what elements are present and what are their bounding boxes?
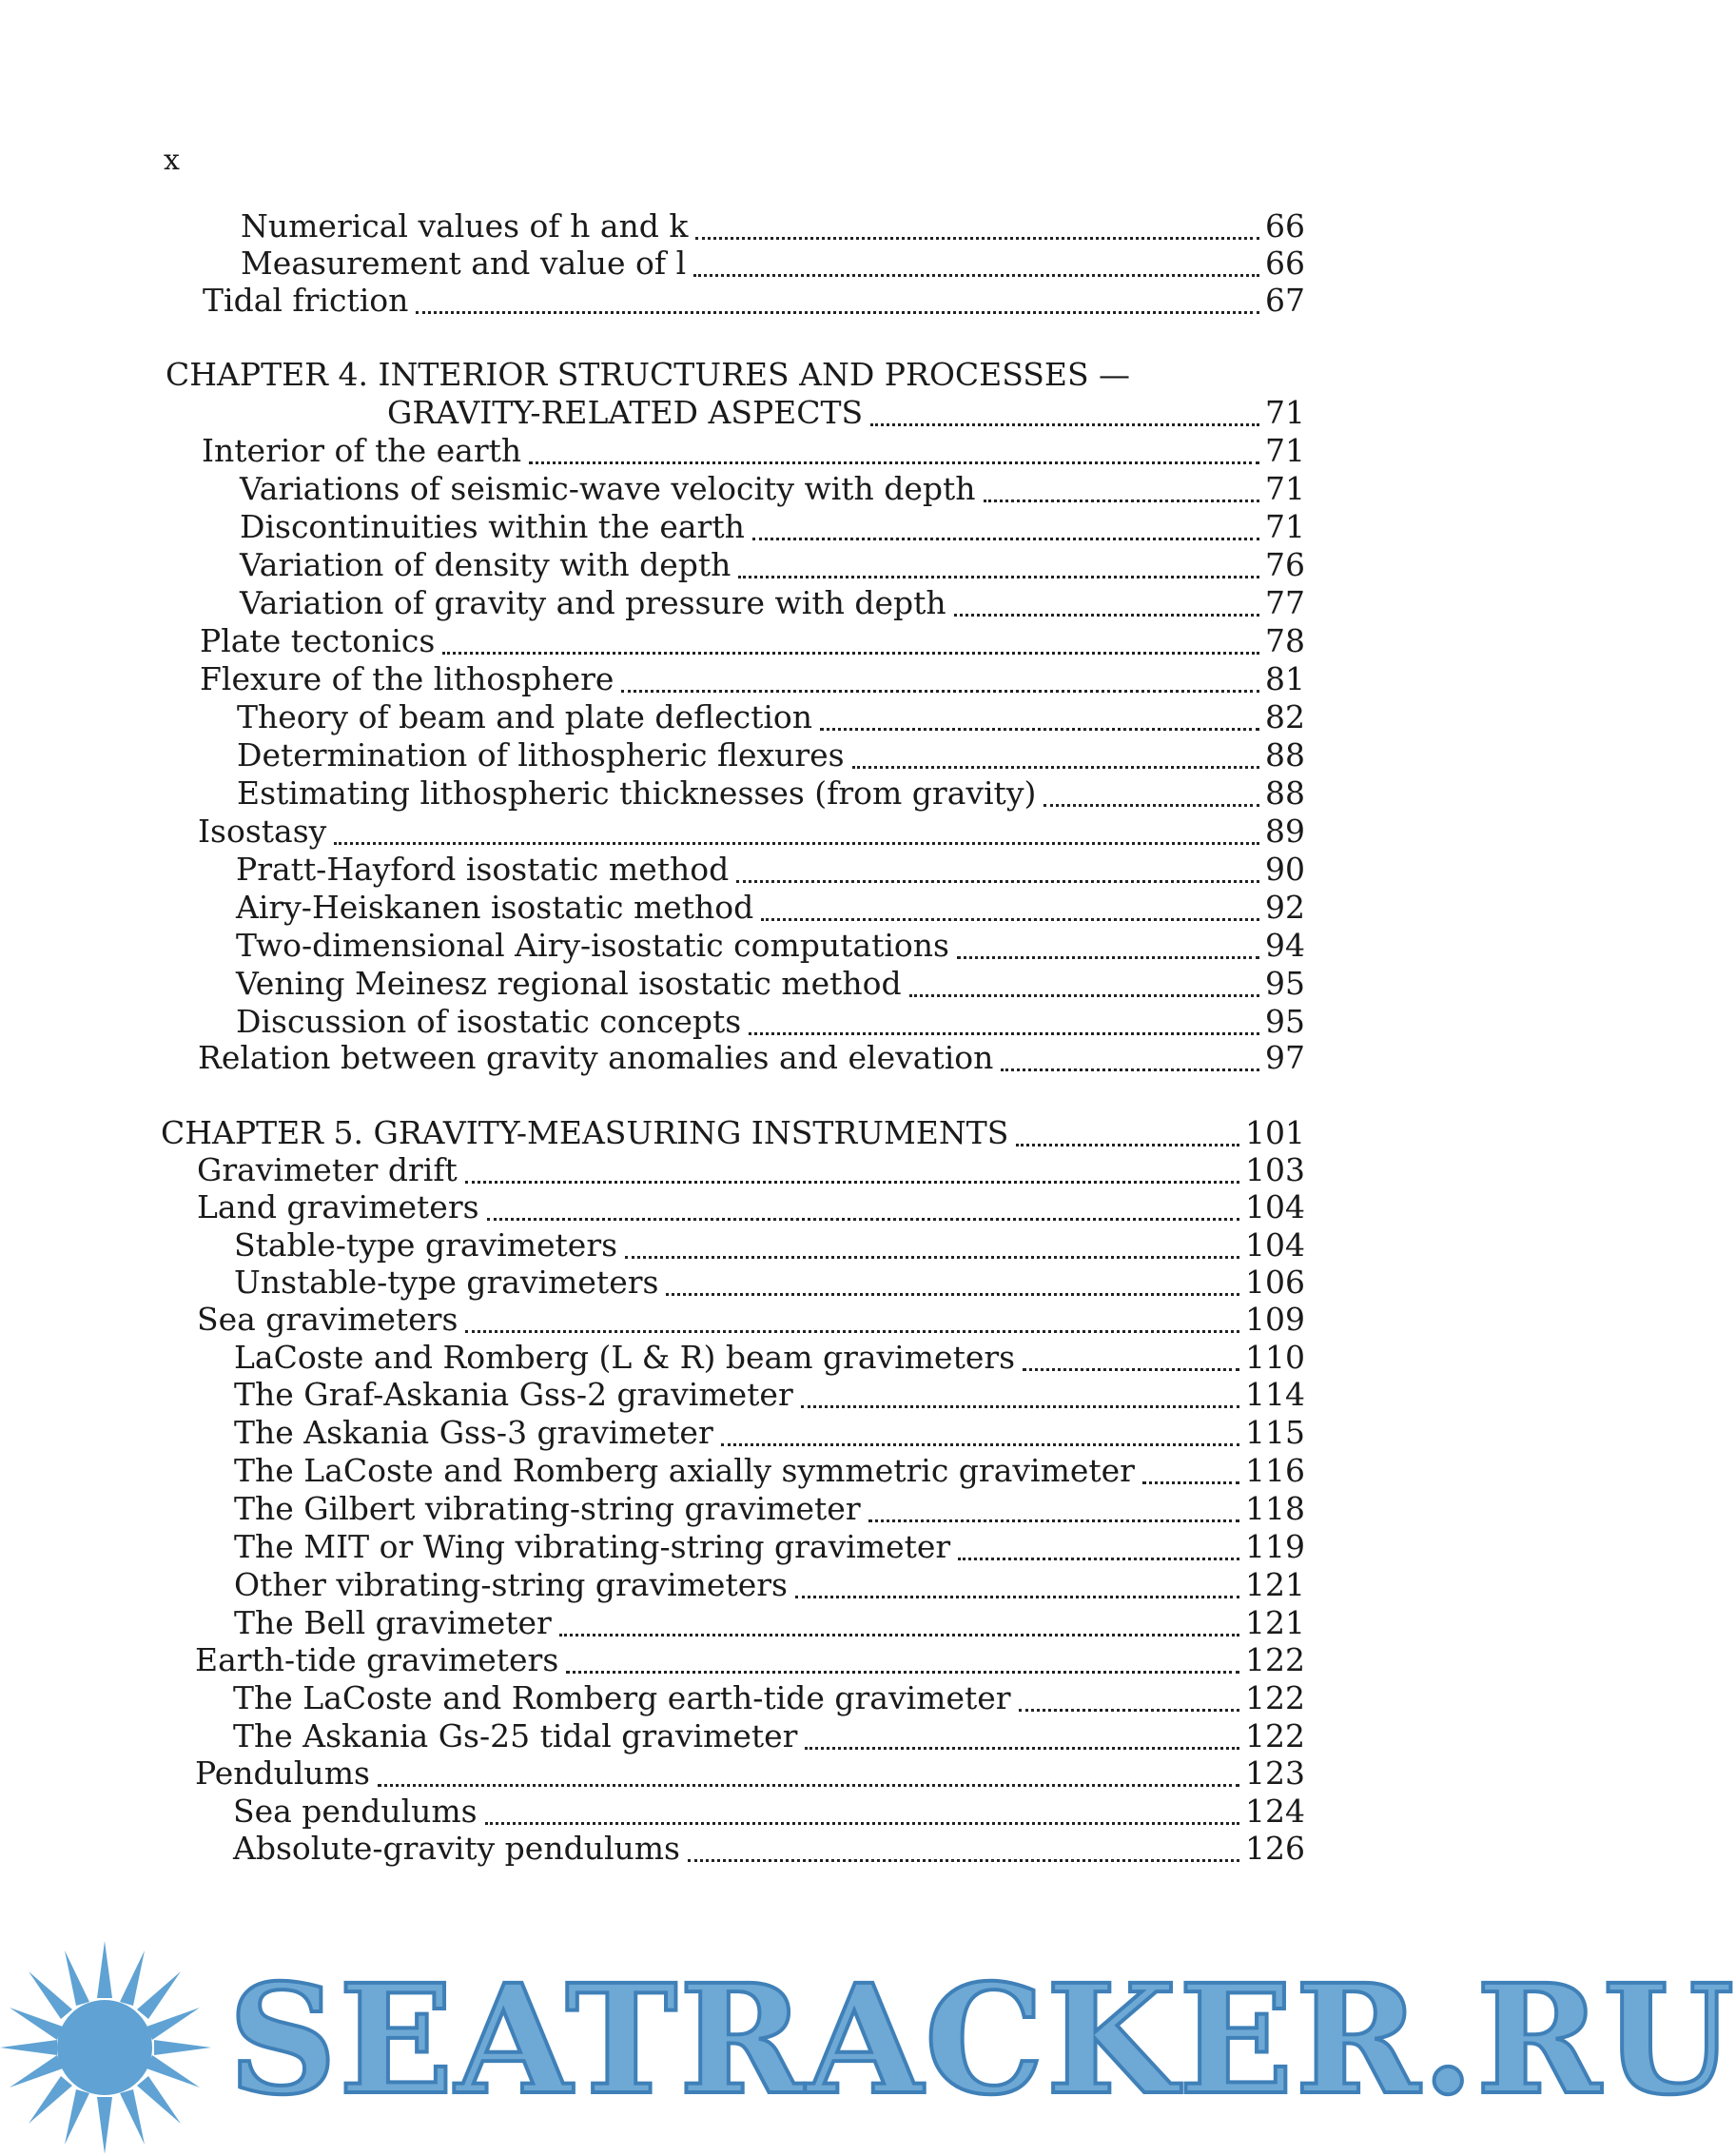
toc-entry[interactable] [197,1152,1305,1188]
toc-entry-title: Variation of gravity and pressure with depth [240,584,946,621]
toc-entry-title: LaCoste and Romberg (L & R) beam gravimeters [234,1339,1016,1376]
toc-entry[interactable] [240,471,1305,507]
toc-entry-title: Plate tectonics [200,622,436,659]
watermark-text: SEATRACKER.RU [228,1952,1736,2128]
toc-entry[interactable] [234,1377,1305,1413]
toc-entry[interactable] [200,661,1305,697]
sun-icon [0,1922,228,2156]
toc-entry-page: 81 [1265,660,1305,697]
toc-entry-page: 95 [1265,965,1305,1002]
toc-entry[interactable] [387,395,1305,431]
toc-entry[interactable] [197,1302,1305,1338]
toc-entry-title: Pratt-Hayford isostatic method [236,851,730,888]
toc-entry-page: 124 [1245,1793,1305,1830]
toc-entry-page: 104 [1245,1226,1305,1264]
toc-entry-page: 94 [1265,927,1305,964]
toc-entry-title: Land gravimeters [197,1188,479,1225]
chapter-title: CHAPTER 5. GRAVITY-MEASURING INSTRUMENTS [161,1114,1009,1151]
toc-entry[interactable] [234,1529,1305,1565]
toc-entry-title: Other vibrating-string gravimeters [234,1566,788,1603]
toc-entry-title: Pendulums [195,1754,370,1792]
toc-entry-title: The Graf-Askania Gss-2 gravimeter [234,1376,793,1413]
toc-entry-page: 123 [1245,1754,1305,1792]
toc-entry-page: 88 [1265,736,1305,774]
toc-entry-page: 122 [1245,1641,1305,1678]
toc-entry-title: Determination of lithospheric flexures [237,736,845,774]
toc-entry[interactable] [234,1415,1305,1451]
toc-entry[interactable] [236,852,1305,888]
toc-entry-title: The Askania Gs-25 tidal gravimeter [233,1717,798,1754]
toc-entry[interactable] [202,433,1305,469]
toc-entry-page: 90 [1265,851,1305,888]
toc-entry-title: Variation of density with depth [240,546,731,583]
toc-entry-title: The Gilbert vibrating-string gravimeter [234,1490,861,1527]
toc-entry-title: Variations of seismic-wave velocity with depth [240,470,976,507]
toc-entry-page: 76 [1265,546,1305,583]
toc-entry-page: 97 [1265,1039,1305,1076]
chapter-heading[interactable] [161,1115,1305,1151]
toc-entry-title: GRAVITY-RELATED ASPECTS [387,394,864,431]
toc-entry-title: The LaCoste and Romberg axially symmetric gravimeter [234,1452,1135,1489]
toc-entry-page: 114 [1245,1376,1305,1413]
toc-entry[interactable] [234,1491,1305,1527]
toc-entry-page: 122 [1245,1717,1305,1754]
toc-entry-page: 82 [1265,698,1305,735]
toc-entry-title: The LaCoste and Romberg earth-tide gravimeter [233,1679,1011,1716]
toc-entry-page: 78 [1265,622,1305,659]
toc-entry-page: 101 [1245,1114,1305,1151]
toc-entry-page: 121 [1245,1566,1305,1603]
toc-entry-page: 119 [1245,1528,1305,1565]
toc-entry[interactable] [234,1567,1305,1603]
toc-entry[interactable] [240,547,1305,583]
toc-entry-title: Gravimeter drift [197,1151,458,1188]
toc-entry[interactable] [197,1189,1305,1225]
toc-entry-page: 110 [1245,1339,1305,1376]
toc-entry-page: 88 [1265,774,1305,812]
toc-entry[interactable] [241,208,1305,245]
toc-entry-page: 118 [1245,1490,1305,1527]
toc-entry-page: 71 [1265,394,1305,431]
watermark [0,1922,1736,2156]
toc-entry-title: Tidal friction [203,282,409,319]
toc-entry[interactable] [241,245,1305,282]
toc-entry-title: Theory of beam and plate deflection [237,698,813,735]
toc-entry[interactable] [234,1605,1305,1641]
page-number: x [164,144,180,177]
toc-entry-page: 66 [1265,207,1305,245]
toc-entry-page: 126 [1245,1830,1305,1867]
toc-entry[interactable] [195,1755,1305,1792]
toc-entry-page: 115 [1245,1414,1305,1451]
toc-entry[interactable] [234,1453,1305,1489]
toc-entry-page: 104 [1245,1188,1305,1225]
toc-entry[interactable] [234,1340,1305,1376]
toc-entry[interactable] [195,1642,1305,1678]
toc-entry[interactable] [240,509,1305,545]
toc-entry-title: Unstable-type gravimeters [234,1264,659,1301]
toc-entry[interactable] [236,928,1305,964]
toc-entry[interactable] [233,1831,1305,1867]
toc-entry-page: 67 [1265,282,1305,319]
toc-entry[interactable] [236,890,1305,926]
toc-entry-title: Measurement and value of l [241,245,687,282]
toc-entry-page: 109 [1245,1301,1305,1338]
toc-entry-page: 122 [1245,1679,1305,1716]
toc-entry-page: 116 [1245,1452,1305,1489]
toc-entry[interactable] [233,1718,1305,1754]
toc-entry-title: The Askania Gss-3 gravimeter [234,1414,713,1451]
toc-entry[interactable] [237,737,1305,774]
toc-entry[interactable] [236,1004,1305,1040]
toc-entry-title: Isostasy [198,813,327,850]
toc-entry[interactable] [234,1227,1305,1264]
chapter-title: CHAPTER 4. INTERIOR STRUCTURES AND PROCESSES — [166,356,1131,393]
toc-entry-page: 95 [1265,1003,1305,1040]
toc-entry-page: 121 [1245,1604,1305,1641]
toc-entry[interactable] [234,1264,1305,1301]
toc-entry-title: Sea gravimeters [197,1301,458,1338]
toc-entry-title: Discontinuities within the earth [240,508,745,545]
toc-entry[interactable] [236,966,1305,1002]
toc-entry-page: 92 [1265,889,1305,926]
toc-entry-title: Discussion of isostatic concepts [236,1003,742,1040]
toc-entry-page: 71 [1265,432,1305,469]
toc-entry-page: 103 [1245,1151,1305,1188]
chapter-heading[interactable] [166,357,1130,393]
toc-entry-title: Interior of the earth [202,432,522,469]
toc-entry[interactable] [198,813,1305,850]
toc-entry-title: Sea pendulums [233,1793,478,1830]
toc-entry-page: 89 [1265,813,1305,850]
toc-entry[interactable] [237,699,1305,735]
toc-entry-page: 71 [1265,470,1305,507]
toc-entry[interactable] [233,1793,1305,1830]
toc-entry-title: Airy-Heiskanen isostatic method [236,889,754,926]
toc-entry-title: Two-dimensional Airy-isostatic computations [236,927,949,964]
toc-entry-title: Relation between gravity anomalies and elevation [198,1039,994,1076]
toc-entry-title: Stable-type gravimeters [234,1226,618,1264]
toc-entry[interactable] [233,1680,1305,1716]
toc-entry[interactable] [203,283,1305,319]
toc-entry-title: Absolute-gravity pendulums [233,1830,680,1867]
toc-entry-title: The MIT or Wing vibrating-string gravimeter [234,1528,951,1565]
toc-entry-title: Numerical values of h and k [241,207,689,245]
toc-entry-page: 66 [1265,245,1305,282]
toc-entry[interactable] [240,585,1305,621]
toc-entry-page: 77 [1265,584,1305,621]
toc-entry-page: 71 [1265,508,1305,545]
toc-entry[interactable] [200,623,1305,659]
toc-entry[interactable] [237,775,1305,812]
toc-entry[interactable] [198,1040,1305,1076]
toc-entry-title: Flexure of the lithosphere [200,660,614,697]
toc-entry-title: Earth-tide gravimeters [195,1641,559,1678]
toc-entry-page: 106 [1245,1264,1305,1301]
toc-entry-title: Vening Meinesz regional isostatic method [236,965,902,1002]
toc-entry-title: The Bell gravimeter [234,1604,552,1641]
toc-entry-title: Estimating lithospheric thicknesses (from gravity) [237,774,1037,812]
